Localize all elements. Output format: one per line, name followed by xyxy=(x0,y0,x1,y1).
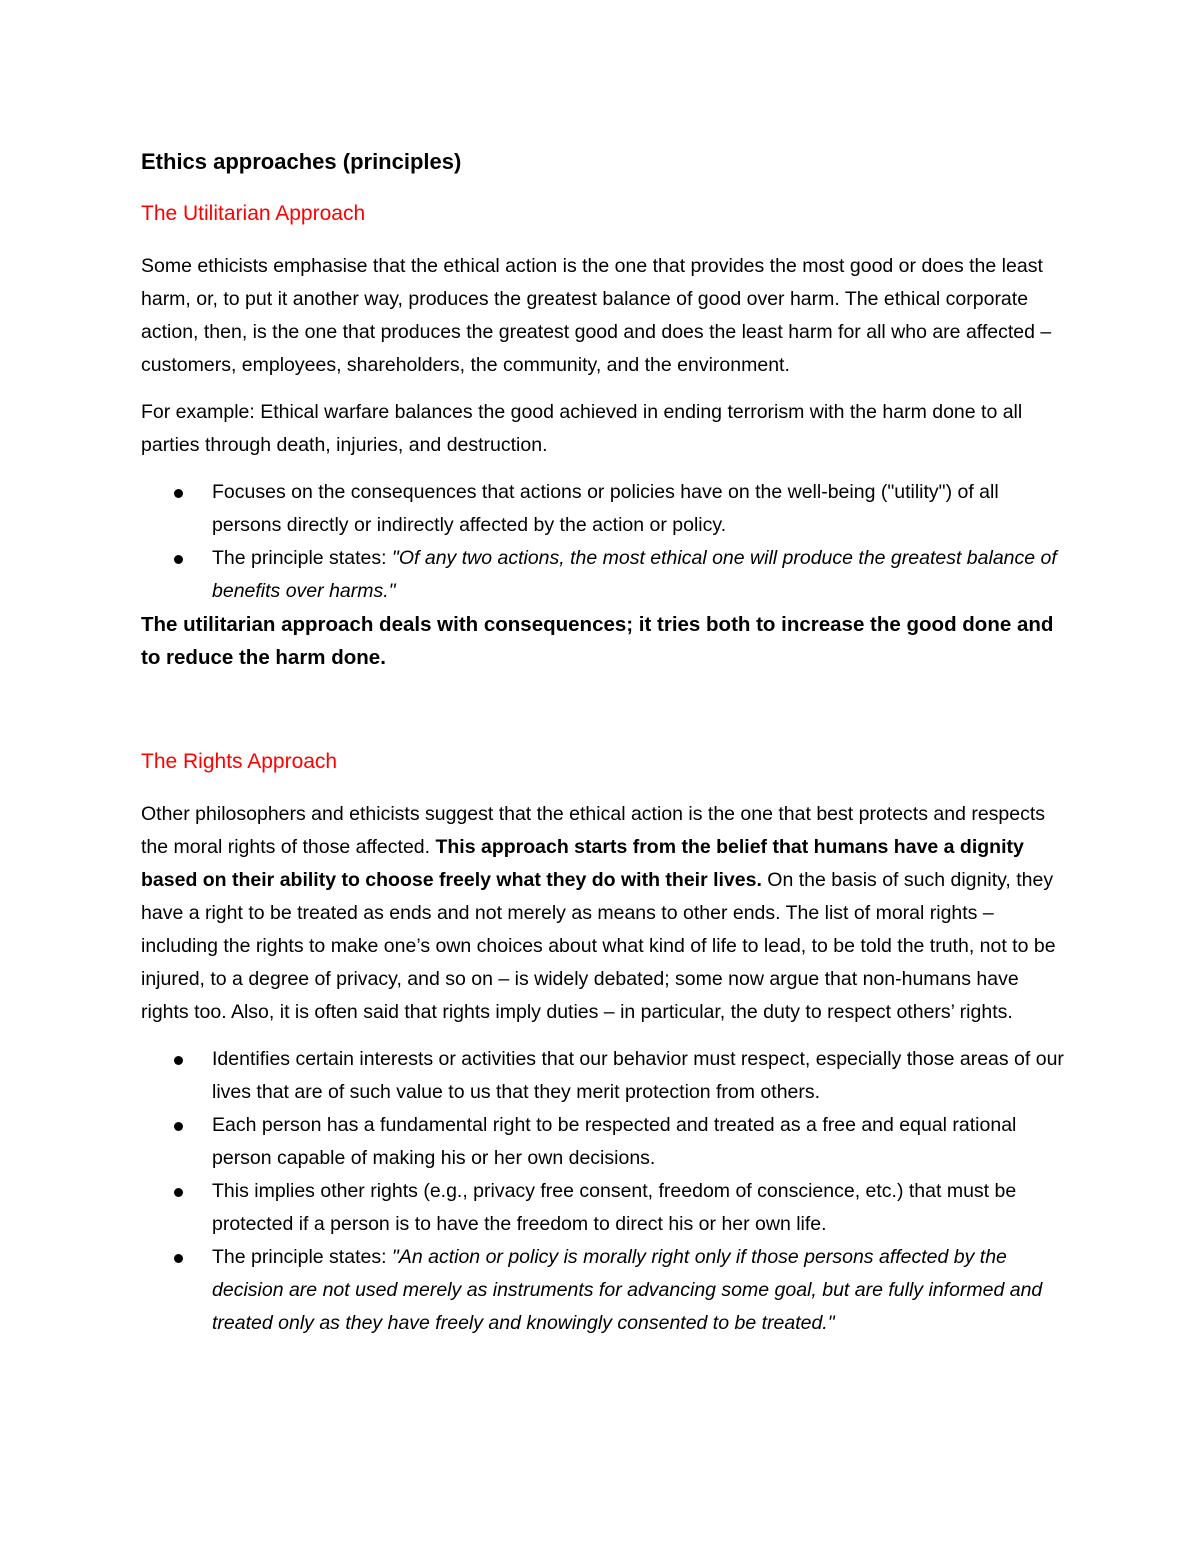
rights-paragraph xyxy=(141,798,1071,1029)
list-item xyxy=(141,1043,1071,1109)
list-item-text: The principle states: xyxy=(212,1246,392,1268)
list-item-text: The principle states: xyxy=(212,547,392,569)
utilitarian-bullet-list xyxy=(141,476,1071,608)
bullet-icon xyxy=(174,555,183,564)
rights-paragraph-start: Other philosophers and ethicists suggest that the ethical action is the one that best protects and respects the moral rights of those affected. xyxy=(141,803,1046,858)
bullet-icon xyxy=(174,1056,183,1065)
list-item-text: This implies other rights (e.g., privacy free consent, freedom of conscience, etc.) that must be protected if a person is to have the freedom to direct his or her own life. xyxy=(212,1180,1017,1235)
principle-quote: "Of any two actions, the most ethical one will produce the greatest balance of benefits over harms." xyxy=(212,547,1057,602)
bullet-icon xyxy=(174,1122,183,1131)
utilitarian-paragraph: Some ethicists emphasise that the ethical action is the one that provides the most good or does the least harm, or, to put it another way, produces the greatest balance of good over harm. The ethical corporate action, then, is the one that produces the greatest good and does the least harm for all who are affected – customers, employees, shareholders, the community, and the environment. xyxy=(141,255,1052,376)
bullet-icon xyxy=(174,1188,183,1197)
document-title: Ethics approaches (principles) xyxy=(141,149,462,174)
list-item-text: Focuses on the consequences that actions or policies have on the well-being ("utility") of all persons directly or indirectly affected by the action or policy. xyxy=(212,481,999,536)
bullet-icon xyxy=(174,489,183,498)
rights-bullet-list xyxy=(141,1043,1071,1340)
list-item xyxy=(141,1175,1071,1241)
list-item xyxy=(141,1241,1071,1340)
utilitarian-example: For example: Ethical warfare balances the good achieved in ending terrorism with the harm done to all parties through death, injuries, and destruction. xyxy=(141,401,1023,456)
rights-heading: The Rights Approach xyxy=(141,750,338,773)
bullet-icon xyxy=(174,1254,183,1263)
utilitarian-heading: The Utilitarian Approach xyxy=(141,202,366,225)
utilitarian-summary: The utilitarian approach deals with consequences; it tries both to increase the good done and to reduce the harm done. xyxy=(141,613,1054,669)
rights-paragraph-end: On the basis of such dignity, they have a right to be treated as ends and not merely as means to other ends. The list of moral rights – including the rights to make one’s own choices about what kind of life to lead, to be told the truth, not to be injured, to a degree of privacy, and so on – is widely debated; some now argue that non-humans have rights too. Also, it is often said that rights imply duties – in particular, the duty to respect others’ rights. xyxy=(141,869,1056,1023)
list-item-text: Identifies certain interests or activities that our behavior must respect, especially those areas of our lives that are of such value to us that they merit protection from others. xyxy=(212,1048,1064,1103)
document-page xyxy=(141,142,1071,1340)
list-item-text: Each person has a fundamental right to be respected and treated as a free and equal rational person capable of making his or her own decisions. xyxy=(212,1114,1017,1169)
list-item xyxy=(141,1109,1071,1175)
list-item xyxy=(141,476,1071,542)
list-item xyxy=(141,542,1071,608)
principle-quote: "An action or policy is morally right only if those persons affected by the decision are not used merely as instruments for advancing some goal, but are fully informed and treated only as they have freely and knowingly consented to be treated." xyxy=(212,1246,1043,1334)
rights-paragraph-bold: This approach starts from the belief that humans have a dignity based on their ability to choose freely what they do with their lives. xyxy=(141,836,1024,891)
